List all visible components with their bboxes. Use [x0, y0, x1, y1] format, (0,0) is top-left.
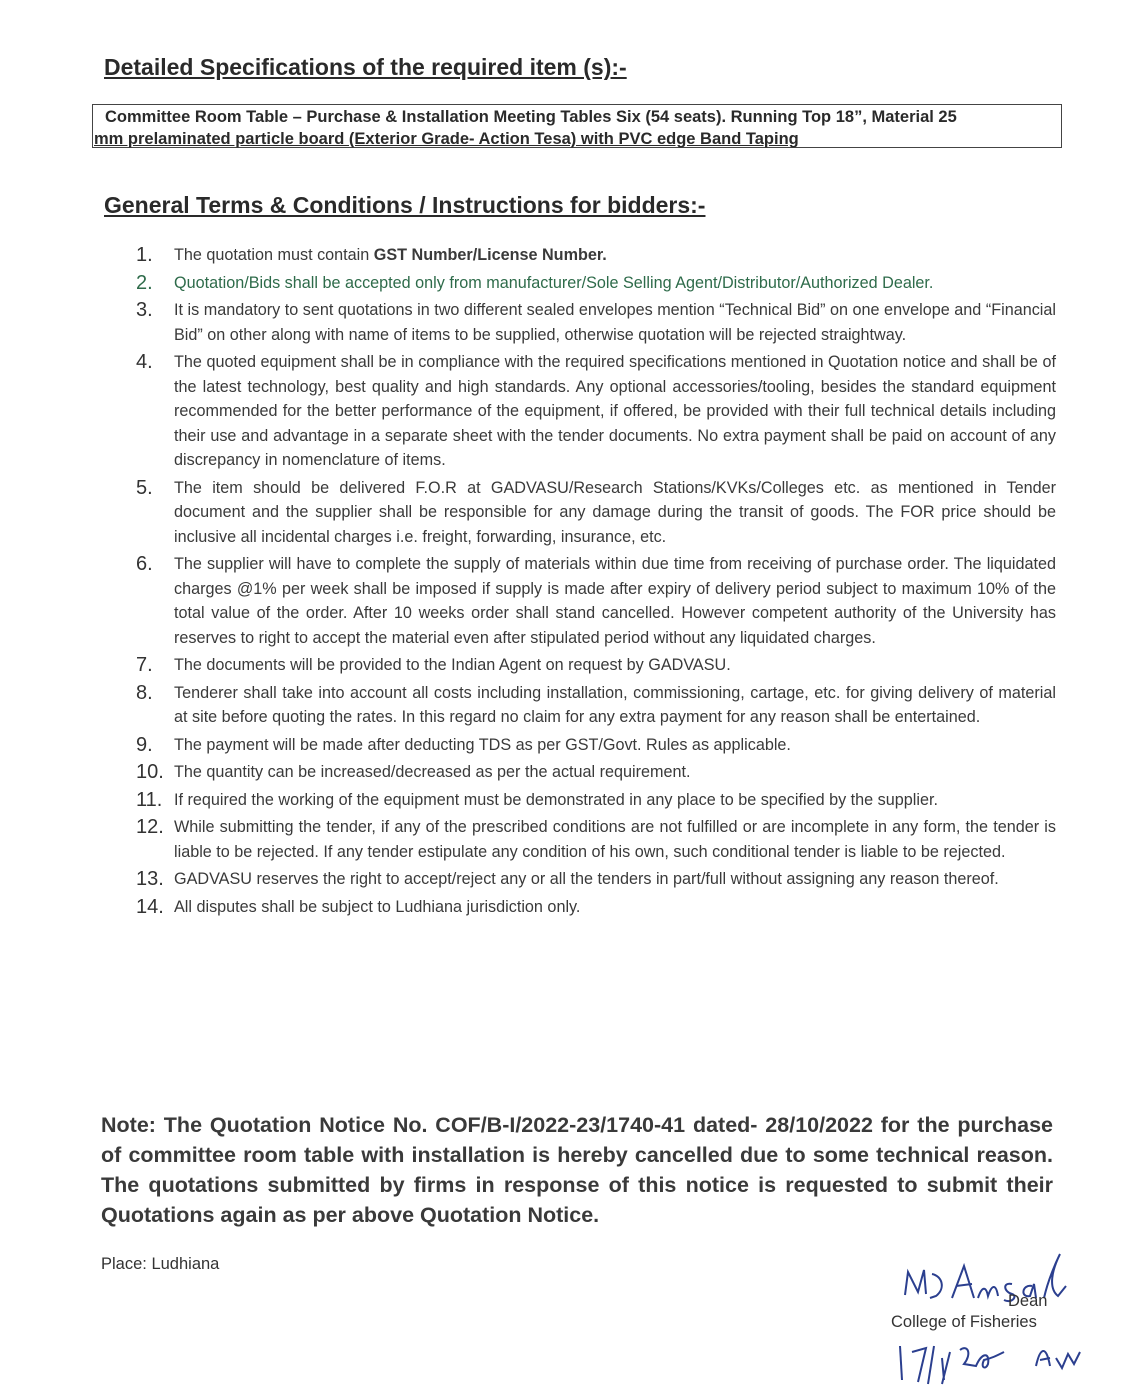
term-item — [136, 476, 1056, 550]
term-number: 6. — [136, 553, 153, 575]
term-text: GADVASU reserves the right to accept/reject any or all the tenders in part/full without assigning any reason thereof. — [174, 870, 999, 888]
term-text: It is mandatory to sent quotations in two different sealed envelopes mention “Technical Bid” on one envelope and “Financial Bid” on other along with name of items to be supplied, otherwise quotation will be rejected straightway. — [174, 301, 1056, 344]
term-text: Tenderer shall take into account all costs including installation, commissioning, cartage, etc. for giving delivery of material at site before quoting the rates. In this regard no claim for any extra payment for any reason shall be entertained. — [174, 683, 1056, 726]
term-number: 1. — [136, 244, 153, 266]
term-number: 9. — [136, 733, 153, 756]
term-bold-text: GST Number/License Number. — [373, 246, 607, 264]
term-item — [136, 350, 1056, 473]
term-item — [136, 733, 1056, 758]
term-text: If required the working of the equipment must be demonstrated in any place to be specified by the supplier. — [174, 790, 938, 809]
term-number: 8. — [136, 681, 153, 704]
term-text: The supplier will have to complete the supply of materials within due time from receiving of purchase order. The liquidated charges @1% per week shall be imposed if supply is made after expiry of delivery period subject to maximum 10% of the total value of the order. After 10 weeks order shall stand cancelled. However competent authority of the University has reserves to right to accept the material even after stipulated period without any liquidated charges. — [174, 555, 1056, 647]
term-number: 7. — [136, 654, 153, 676]
term-item — [136, 681, 1056, 730]
term-item — [136, 271, 1056, 296]
term-number: 2. — [136, 271, 153, 294]
term-text: The quantity can be increased/decreased as per the actual requirement. — [174, 763, 691, 781]
term-item — [136, 653, 1056, 678]
term-text: All disputes shall be subject to Ludhiana jurisdiction only. — [174, 897, 581, 916]
terms-heading: General Terms & Conditions / Instructions for bidders:- — [104, 192, 706, 218]
specification-line-2-text: mm prelaminated particle board (Exterior Grade- Action Tesa) with PVC edge Band Taping — [94, 130, 799, 148]
term-number: 11. — [136, 788, 163, 811]
term-number: 5. — [136, 476, 153, 499]
term-item — [136, 298, 1056, 347]
term-text: While submitting the tender, if any of the prescribed conditions are not fulfilled or are incomplete in any form, the tender is liable to be rejected. If any tender estipulate any condition of his own, such conditional tender is liable to be rejected. — [174, 818, 1056, 861]
term-item — [136, 815, 1056, 864]
term-item — [136, 760, 1056, 785]
term-text: Quotation/Bids shall be accepted only from manufacturer/Sole Selling Agent/Distributor/Authorized Dealer. — [174, 273, 934, 292]
term-number: 12. — [136, 816, 164, 838]
specification-line-2 — [94, 128, 799, 150]
specifications-heading: Detailed Specifications of the required item (s):- — [104, 54, 627, 80]
term-number: 14. — [136, 895, 164, 918]
term-item — [136, 788, 1056, 813]
term-text: The item should be delivered F.O.R at GADVASU/Research Stations/KVKs/Colleges etc. as mentioned in Tender document and the supplier shall be responsible for any damage during the transit of goods. The FOR price should be inclusive all incidental charges i.e. freight, forwarding, insurance, etc. — [174, 478, 1056, 546]
term-item — [136, 895, 1056, 920]
term-text: The quotation must contain — [174, 246, 374, 264]
term-text: The documents will be provided to the Indian Agent on request by GADVASU. — [174, 656, 731, 674]
term-number: 4. — [136, 351, 153, 373]
term-item — [136, 867, 1056, 892]
signatory-organization: College of Fisheries — [891, 1313, 1037, 1331]
term-item — [136, 552, 1056, 650]
signatory-title: Dean — [1008, 1292, 1048, 1310]
term-number: 13. — [136, 868, 164, 890]
place-label: Place: Ludhiana — [101, 1255, 220, 1273]
term-number: 3. — [136, 299, 153, 321]
specification-line-1: Committee Room Table – Purchase & Installation Meeting Tables Six (54 seats). Running Top 18”, Material 25 — [105, 108, 957, 126]
term-text: The payment will be made after deducting TDS as per GST/Govt. Rules as applicable. — [174, 735, 791, 754]
term-text: The quoted equipment shall be in compliance with the required specifications mentioned in Quotation notice and shall be of the latest technology, best quality and high standards. Any optional accessories/tooling, besides the standard equipment recommended for the better performance of the equipment, if offered, be provided with their full technical details including their use and advantage in a separate sheet with the tender documents. No extra payment shall be paid on account of any discrepancy in nomenclature of items. — [174, 353, 1056, 469]
term-item — [136, 243, 1056, 268]
terms-list — [136, 243, 1056, 922]
cancellation-note: Note: The Quotation Notice No. COF/B-I/2022-23/1740-41 dated- 28/10/2022 for the purchase of committee room table with installation is hereby cancelled due to some technical reason. The quotations submitted by firms in response of this notice is requested to submit their Quotations again as per above Quotation Notice. — [101, 1113, 1053, 1227]
term-number: 10. — [136, 761, 164, 783]
specification-box — [92, 104, 1062, 148]
